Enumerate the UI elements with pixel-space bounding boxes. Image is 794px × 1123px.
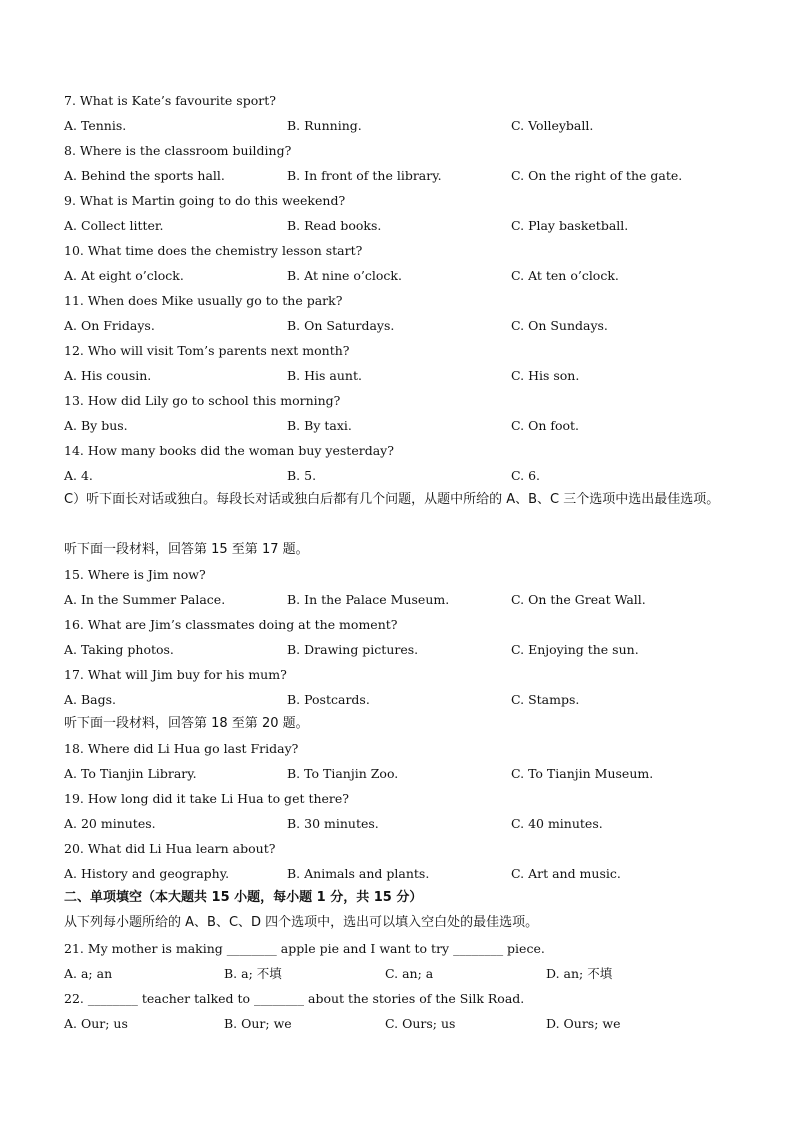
option-a: A. Collect litter.: [64, 218, 164, 233]
option-d: D. an; 不填: [546, 966, 613, 981]
option-a: A. History and geography.: [64, 866, 230, 881]
question-stem: 18. Where did Li Hua go last Friday?: [64, 741, 299, 756]
options-row: [64, 413, 734, 438]
option-c: C. Art and music.: [511, 866, 621, 881]
option-c: C. At ten o’clock.: [511, 268, 619, 283]
option-a: A. On Fridays.: [64, 318, 155, 333]
option-c: C. On foot.: [511, 418, 580, 433]
option-a: A. By bus.: [64, 418, 128, 433]
option-b: B. At nine o’clock.: [287, 268, 402, 283]
question-stem: 17. What will Jim buy for his mum?: [64, 667, 287, 682]
option-b: B. a; 不填: [224, 966, 282, 981]
option-a: A. Behind the sports hall.: [64, 168, 225, 183]
option-a: A. Tennis.: [64, 118, 127, 133]
question-stem: 21. My mother is making ________ apple pie and I want to try ________ piece.: [64, 941, 545, 956]
options-row: [64, 811, 734, 836]
option-c: C. On the right of the gate.: [511, 168, 683, 183]
option-a: A. In the Summer Palace.: [64, 592, 226, 607]
option-a: A. a; an: [64, 966, 113, 981]
question-stem: 19. How long did it take Li Hua to get there?: [64, 791, 350, 806]
group-intro: 听下面一段材料，回答第 18 至第 20 题。: [64, 716, 309, 731]
question-stem: 11. When does Mike usually go to the park?: [64, 293, 343, 308]
option-c: C. On Sundays.: [511, 318, 608, 333]
options-row: [64, 761, 734, 786]
section-heading: 二、单项填空（本大题共 15 小题，每小题 1 分，共 15 分）: [64, 890, 423, 905]
options-row: [64, 637, 734, 662]
options-row: [64, 961, 734, 986]
options-row: [64, 113, 734, 138]
option-c: C. On the Great Wall.: [511, 592, 646, 607]
question-stem: 22. ________ teacher talked to ________ about the stories of the Silk Road.: [64, 991, 525, 1006]
options-row: [64, 363, 734, 388]
options-row: [64, 313, 734, 338]
option-b: B. Postcards.: [287, 692, 370, 707]
question-stem: 12. Who will visit Tom’s parents next month?: [64, 343, 350, 358]
option-a: A. Bags.: [64, 692, 117, 707]
options-row: [64, 163, 734, 188]
option-a: A. At eight o’clock.: [64, 268, 184, 283]
option-c: C. 6.: [511, 468, 540, 483]
option-a: A. 4.: [64, 468, 93, 483]
options-row: [64, 463, 734, 488]
question-stem: 9. What is Martin going to do this weekend?: [64, 193, 346, 208]
option-b: B. Running.: [287, 118, 362, 133]
option-b: B. By taxi.: [287, 418, 352, 433]
options-row: [64, 687, 734, 712]
option-a: A. His cousin.: [64, 368, 152, 383]
question-stem: 10. What time does the chemistry lesson start?: [64, 243, 363, 258]
option-c: C. Stamps.: [511, 692, 580, 707]
options-row: [64, 861, 734, 886]
option-b: B. Animals and plants.: [287, 866, 430, 881]
options-row: [64, 1011, 734, 1036]
section-instruction: 从下列每小题所给的 A、B、C、D 四个选项中，选出可以填入空白处的最佳选项。: [64, 915, 539, 930]
options-row: [64, 213, 734, 238]
option-b: B. Drawing pictures.: [287, 642, 419, 657]
option-c: C. To Tianjin Museum.: [511, 766, 654, 781]
option-b: B. In front of the library.: [287, 168, 442, 183]
option-b: B. His aunt.: [287, 368, 362, 383]
option-a: A. To Tianjin Library.: [64, 766, 197, 781]
option-b: B. Read books.: [287, 218, 382, 233]
option-d: D. Ours; we: [546, 1016, 621, 1031]
group-intro: 听下面一段材料，回答第 15 至第 17 题。: [64, 542, 309, 557]
question-stem: 14. How many books did the woman buy yesterday?: [64, 443, 394, 458]
option-c: C. His son.: [511, 368, 580, 383]
option-a: A. Taking photos.: [64, 642, 174, 657]
option-c: C. Volleyball.: [511, 118, 594, 133]
option-c: C. 40 minutes.: [511, 816, 603, 831]
options-row: [64, 263, 734, 288]
question-stem: 16. What are Jim’s classmates doing at the moment?: [64, 617, 398, 632]
option-b: B. In the Palace Museum.: [287, 592, 450, 607]
option-c: C. Ours; us: [385, 1016, 456, 1031]
option-b: B. To Tianjin Zoo.: [287, 766, 399, 781]
option-c: C. an; a: [385, 966, 434, 981]
option-a: A. 20 minutes.: [64, 816, 156, 831]
question-stem: 13. How did Lily go to school this morning?: [64, 393, 341, 408]
option-b: B. 30 minutes.: [287, 816, 379, 831]
option-a: A. Our; us: [64, 1016, 128, 1031]
question-stem: 20. What did Li Hua learn about?: [64, 841, 276, 856]
question-stem: 8. Where is the classroom building?: [64, 143, 292, 158]
question-stem: 7. What is Kate’s favourite sport?: [64, 93, 276, 108]
option-b: B. On Saturdays.: [287, 318, 395, 333]
section-c-instruction: C）听下面长对话或独白。每段长对话或独白后都有几个问题，从题中所给的 A、B、C 三个选项中选出最佳选项。: [64, 492, 720, 507]
option-b: B. 5.: [287, 468, 317, 483]
option-b: B. Our; we: [224, 1016, 292, 1031]
option-c: C. Play basketball.: [511, 218, 629, 233]
options-row: [64, 587, 734, 612]
option-c: C. Enjoying the sun.: [511, 642, 639, 657]
question-stem: 15. Where is Jim now?: [64, 567, 206, 582]
